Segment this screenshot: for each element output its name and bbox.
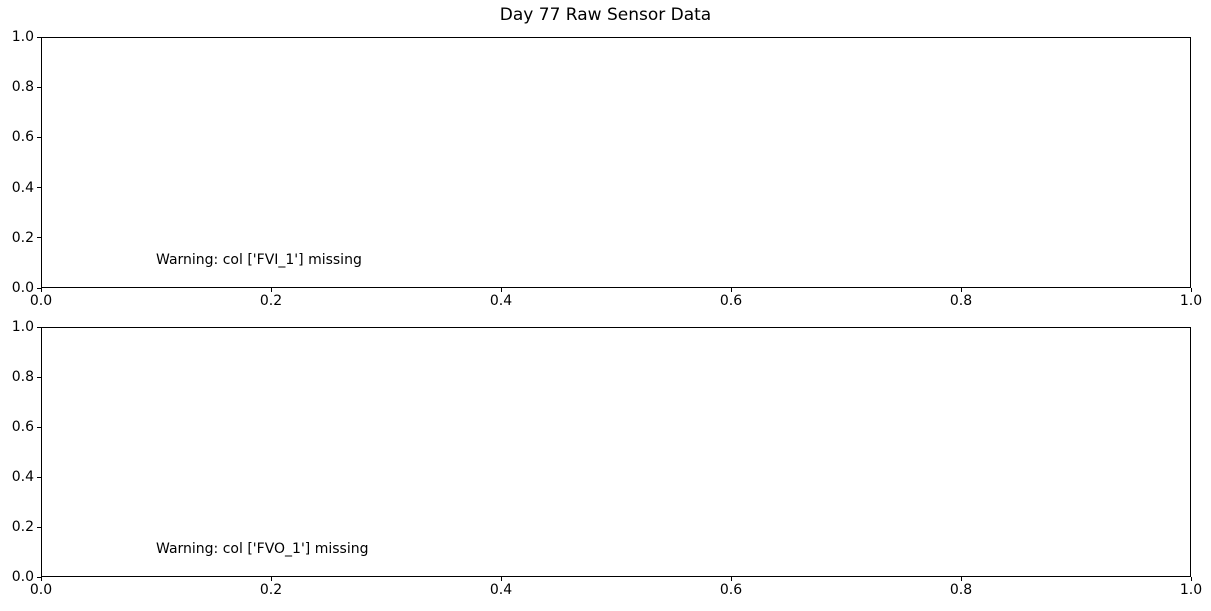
x-tick-mark (731, 577, 732, 581)
x-tick-label: 1.0 (1179, 582, 1203, 598)
y-tick-mark (37, 377, 41, 378)
y-tick-label: 0.8 (11, 369, 34, 385)
y-tick-label: 0.2 (11, 229, 34, 246)
x-tick-mark (1191, 288, 1192, 292)
x-tick-label: 0.0 (29, 582, 53, 598)
y-tick-mark (37, 37, 41, 38)
y-tick-mark (37, 527, 41, 528)
y-tick-label: 0.6 (11, 129, 34, 146)
x-tick-mark (731, 288, 732, 292)
y-tick-mark (37, 577, 41, 578)
y-tick-label: 0.0 (11, 569, 34, 585)
x-tick-label: 1.0 (1179, 293, 1203, 309)
x-tick-mark (501, 577, 502, 581)
y-tick-label: 0.8 (11, 79, 34, 96)
y-tick-mark (37, 427, 41, 428)
x-tick-label: 0.8 (949, 293, 973, 309)
x-tick-mark (271, 577, 272, 581)
y-tick-label: 0.2 (11, 519, 34, 535)
subplot-bottom-axes (41, 327, 1191, 577)
y-tick-mark (37, 87, 41, 88)
x-tick-mark (961, 288, 962, 292)
x-tick-mark (41, 577, 42, 581)
y-tick-mark (37, 477, 41, 478)
x-tick-mark (1191, 577, 1192, 581)
y-tick-label: 0.0 (11, 280, 34, 296)
y-tick-label: 1.0 (11, 319, 34, 335)
warning-text-top: Warning: col ['FVI_1'] missing (156, 251, 362, 268)
y-tick-label: 1.0 (11, 29, 34, 45)
y-tick-label: 0.4 (11, 469, 34, 485)
x-tick-label: 0.2 (259, 582, 283, 598)
x-tick-mark (961, 577, 962, 581)
y-tick-label: 0.4 (11, 179, 34, 196)
x-tick-label: 0.6 (719, 582, 743, 598)
y-tick-mark (37, 288, 41, 289)
x-tick-label: 0.0 (29, 293, 53, 309)
y-tick-mark (37, 137, 41, 138)
y-tick-label: 0.6 (11, 419, 34, 435)
y-tick-mark (37, 237, 41, 238)
x-tick-mark (501, 288, 502, 292)
x-tick-label: 0.2 (259, 293, 283, 309)
subplot-top-axes (41, 37, 1191, 288)
x-tick-label: 0.6 (719, 293, 743, 309)
x-tick-label: 0.8 (949, 582, 973, 598)
y-tick-mark (37, 187, 41, 188)
x-tick-label: 0.4 (489, 582, 513, 598)
x-tick-mark (41, 288, 42, 292)
x-tick-mark (271, 288, 272, 292)
y-tick-mark (37, 327, 41, 328)
figure-title: Day 77 Raw Sensor Data (499, 5, 712, 25)
warning-text-bottom: Warning: col ['FVO_1'] missing (156, 541, 369, 557)
x-tick-label: 0.4 (489, 293, 513, 309)
